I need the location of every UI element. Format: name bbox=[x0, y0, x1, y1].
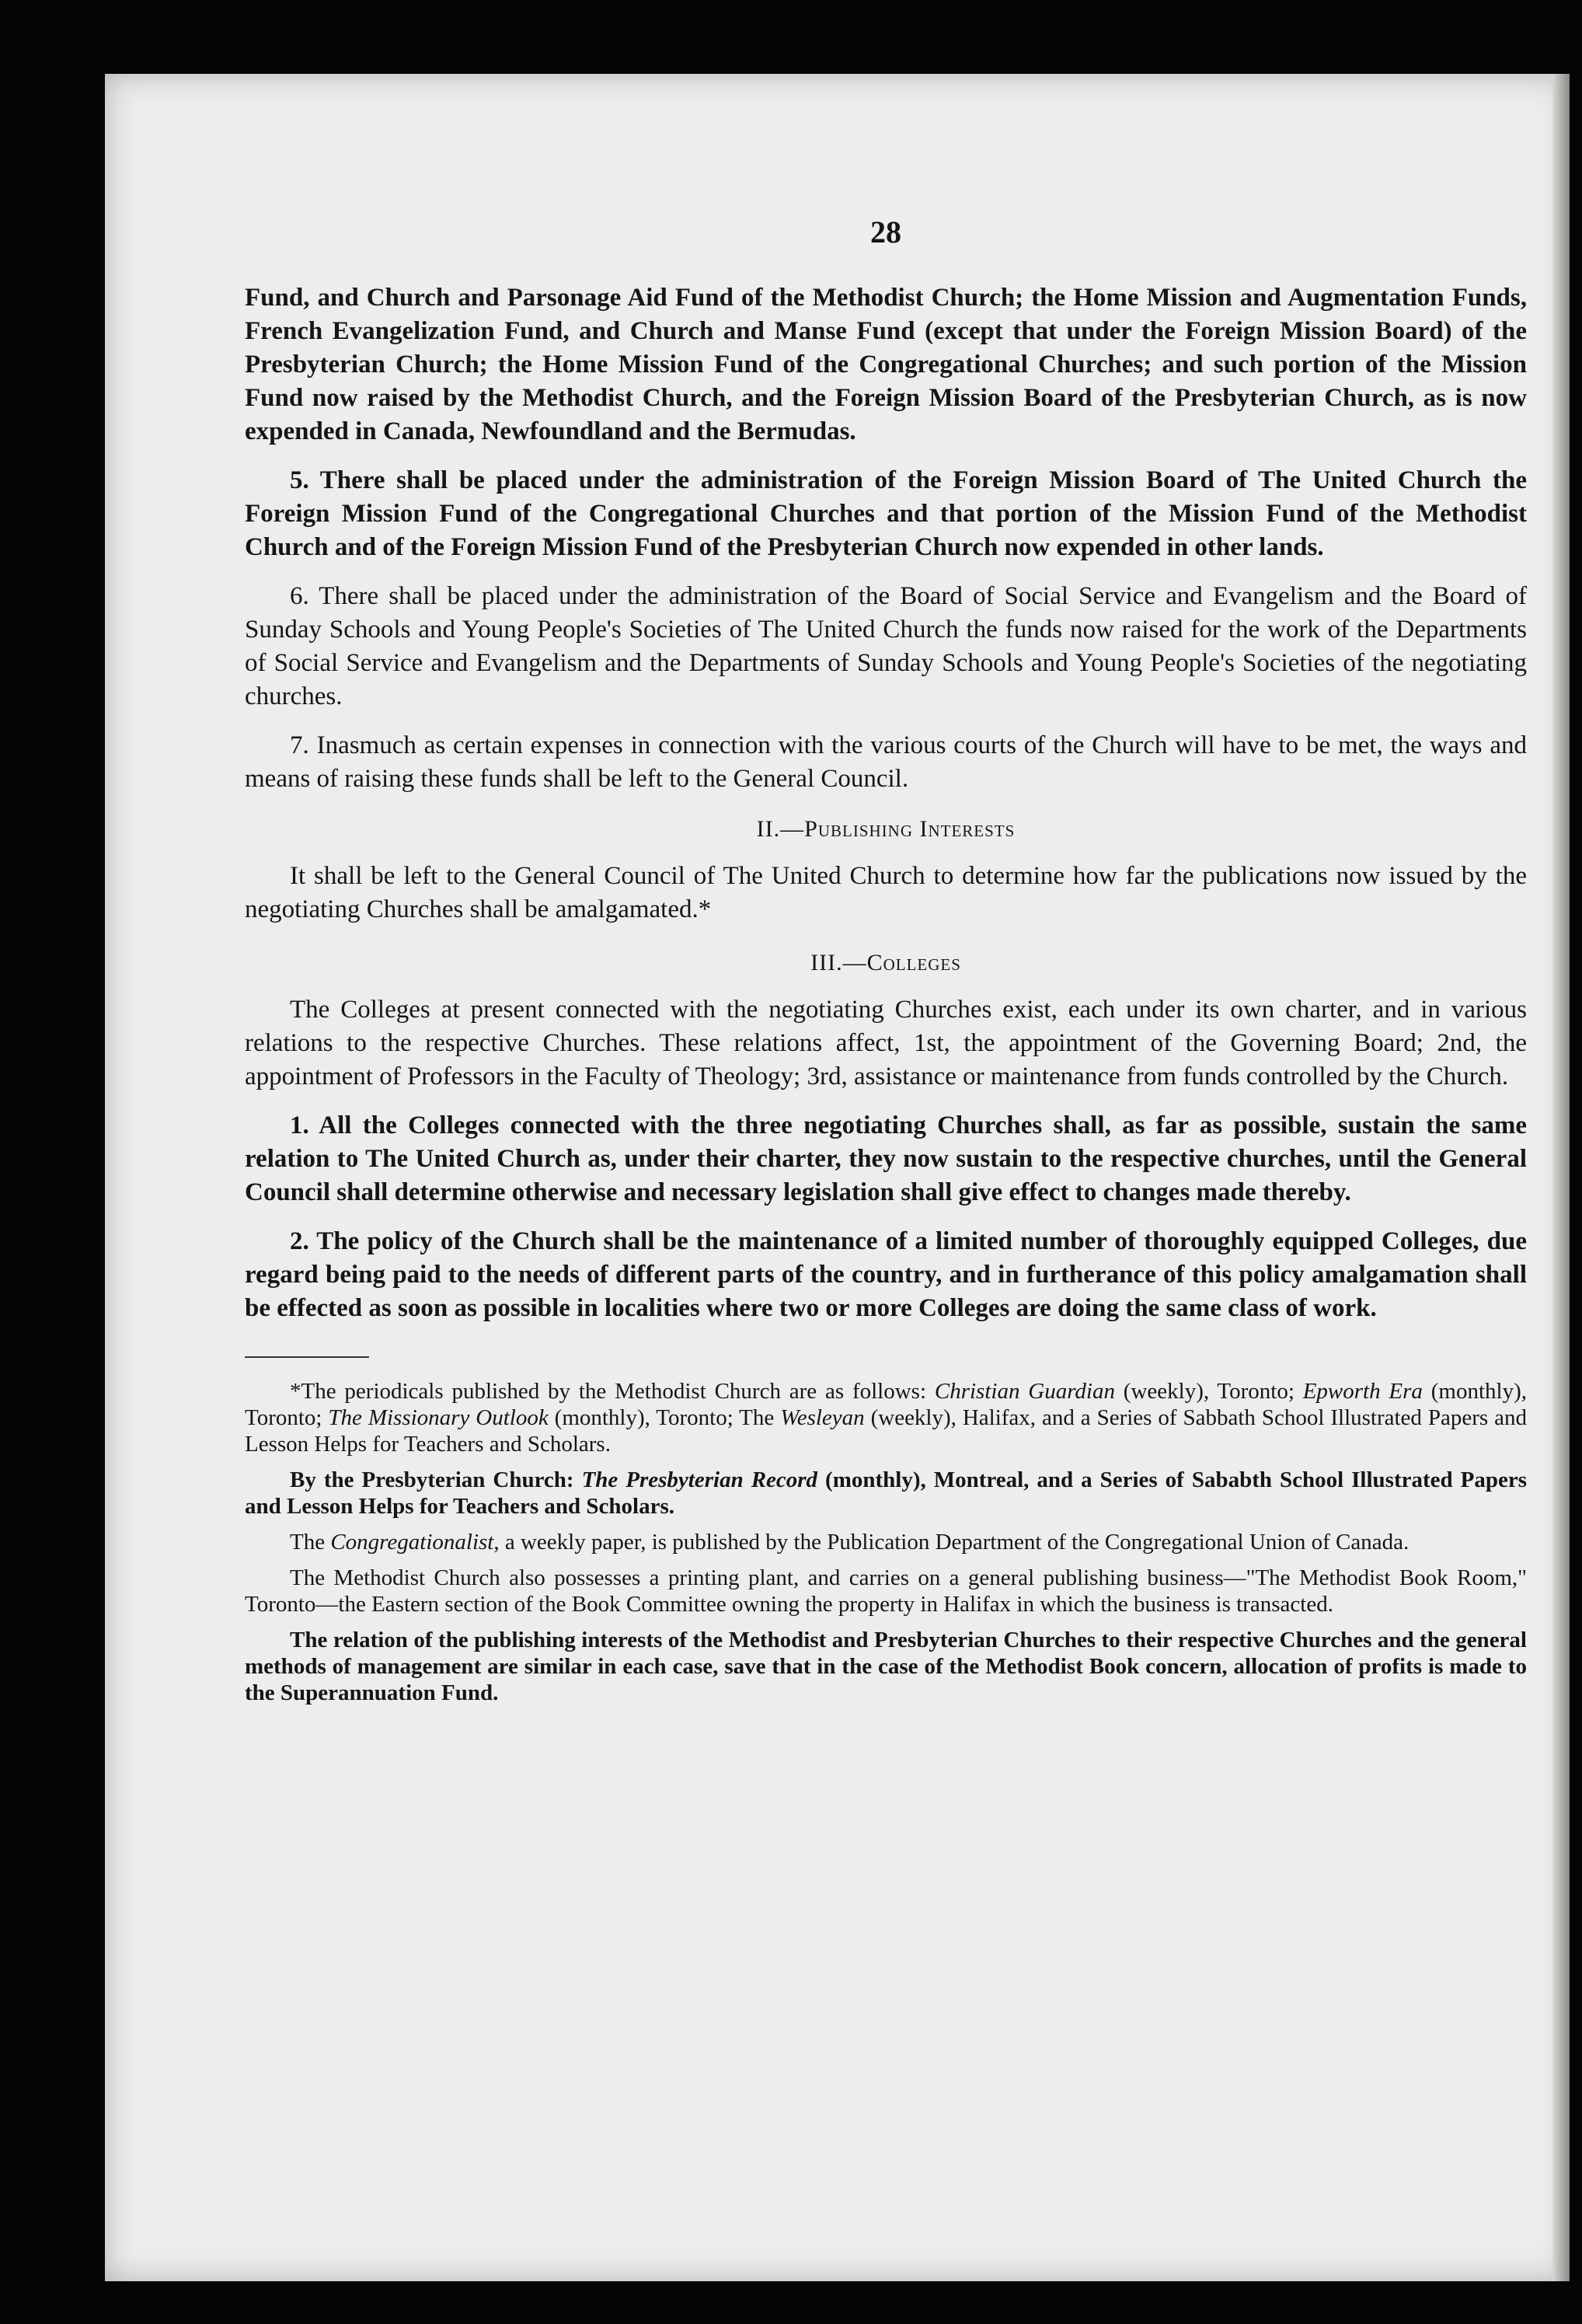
page-content bbox=[245, 214, 1527, 1706]
paragraph-colleges-intro: The Colleges at present connected with the negotiating Churches exist, each under its own charter, and in various relations to the respective Churches. These relations affect, 1st, the appointment of the Governing Board; 2nd, the appointment of Professors in the Faculty of Theology; 3rd, assistance or maintenance from funds controlled by the Church. bbox=[245, 996, 1527, 1090]
footnote-text: , a weekly paper, is published by the Publication Department of the Congregational Union of Canada. bbox=[493, 1530, 1410, 1555]
footnote-text: *The periodicals published by the Methodist Church are as follows: bbox=[290, 1379, 935, 1404]
paragraph-colleges-1: 1. All the Colleges connected with the three negotiating Churches shall, as far as possible, sustain the same relation to The United Church as, under their charter, they now sustain to the respective churches, until the General Council shall determine otherwise and necessary legislation shall give effect to changes made thereby. bbox=[245, 1111, 1527, 1206]
paragraph-6: 6. There shall be placed under the administration of the Board of Social Service and Evangelism and the Board of Sunday Schools and Young People's Societies of The United Church the funds now raised for the work of the Departments of Social Service and Evangelism and the Departments of Sunday Schools and Young People's Societies of the negotiating churches. bbox=[245, 582, 1527, 710]
section-heading-publishing: II.—Publishing Interests bbox=[756, 816, 1016, 842]
paragraph-7: 7. Inasmuch as certain expenses in connection with the various courts of the Church will have to be met, the ways and means of raising these funds shall be left to the General Council. bbox=[245, 731, 1527, 793]
periodical-title: Christian Guardian bbox=[934, 1379, 1115, 1404]
footnote-text: (weekly), Toronto; bbox=[1114, 1379, 1303, 1404]
footnote-text: (monthly), Montreal, and a Series of Sababth School Illustrated Papers and Lesson Helps for Teachers and Scholars. bbox=[245, 1467, 1528, 1519]
footnote-text: The bbox=[290, 1530, 331, 1555]
periodical-title: Wesleyan bbox=[780, 1405, 865, 1430]
footnotes bbox=[245, 1378, 1527, 1706]
page-number: 28 bbox=[870, 215, 901, 249]
periodical-title: Congregationalist bbox=[330, 1530, 494, 1555]
paragraph-colleges-2: 2. The policy of the Church shall be the maintenance of a limited number of thoroughly equipped Colleges, due regard being paid to the needs of different parts of the country, and in furtherance of this policy amalgamation shall be effected as soon as possible in localities where two or more Colleges are doing the same class of work. bbox=[245, 1227, 1527, 1322]
footnote-congregational-periodical bbox=[245, 1529, 1527, 1555]
footnote-presbyterian-periodicals bbox=[245, 1467, 1527, 1520]
section-heading-colleges: III.—Colleges bbox=[810, 950, 961, 975]
paragraph-fund: Fund, and Church and Parsonage Aid Fund of the Methodist Church; the Home Mission and Augmentation Funds, French Evangelization Fund, and Church and Manse Fund (except that under the Foreign Mission Board) of the Presbyterian Church; the Home Mission Fund of the Congregational Churches; and such portion of the Mission Fund now raised by the Methodist Church, and the Foreign Mission Board of the Presbyterian Church, as is now expended in Canada, Newfoundland and the Bermudas. bbox=[245, 284, 1527, 445]
footnote-book-room: The Methodist Church also possesses a printing plant, and carries on a general publishing business—"The Methodist Book Room," Toronto—the Eastern section of the Book Committee owning the property in Halifax in which the business is transacted. bbox=[245, 1565, 1527, 1617]
paragraph-publishing: It shall be left to the General Council of The United Church to determine how far the publications now issued by the negotiating Churches shall be amalgamated.* bbox=[245, 862, 1527, 923]
footnote-publishing-relation: The relation of the publishing interests of the Methodist and Presbyterian Churches to their respective Churches and the general methods of management are similar in each case, save that in the case of the Methodist Book concern, allocation of profits is made to the Superannuation Fund. bbox=[245, 1628, 1527, 1705]
footnote-text: (monthly), Toronto; The bbox=[548, 1405, 781, 1430]
paragraph-5: 5. There shall be placed under the administration of the Foreign Mission Board of The United Church the Foreign Mission Fund of the Congregational Churches and that portion of the Mission Fund of the Methodist Church and of the Foreign Mission Fund of the Presbyterian Church now expended in other lands. bbox=[245, 466, 1527, 561]
footnote-methodist-periodicals bbox=[245, 1378, 1527, 1457]
footnote-text: (weekly), Halifax, and a Series of Sabbath School Illustrated Papers and Lesson Helps for Teachers and Scholars. bbox=[245, 1405, 1527, 1457]
document-page bbox=[105, 74, 1570, 2281]
footnote-text: (monthly), Toronto; bbox=[245, 1379, 1527, 1430]
footnote-text: By the Presbyterian Church: bbox=[290, 1467, 582, 1492]
periodical-title: The Missionary Outlook bbox=[328, 1405, 549, 1430]
periodical-title: The Presbyterian Record bbox=[581, 1467, 818, 1492]
page-edge bbox=[1552, 74, 1570, 2281]
footnote-divider bbox=[245, 1356, 369, 1358]
periodical-title: Epworth Era bbox=[1302, 1379, 1423, 1404]
